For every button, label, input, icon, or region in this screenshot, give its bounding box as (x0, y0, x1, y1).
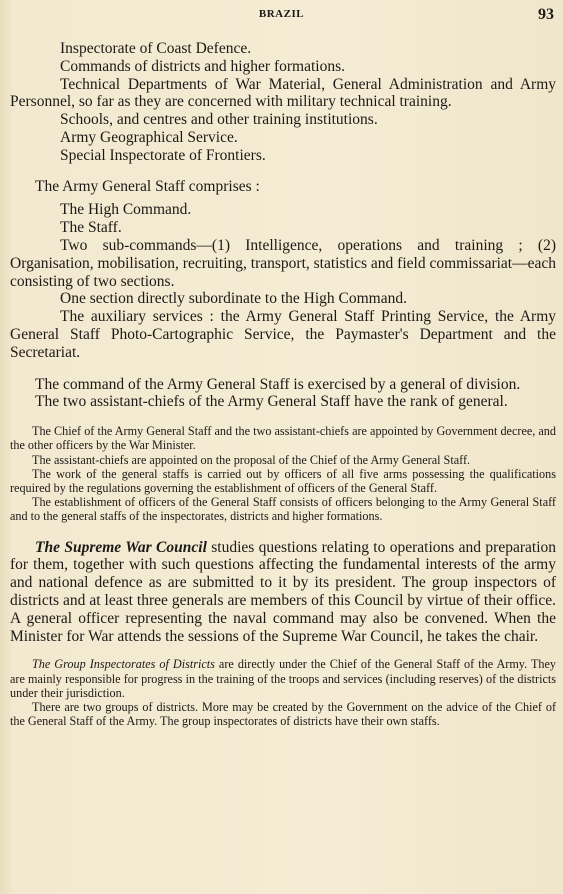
paragraph-group-inspectorates (10, 657, 556, 700)
paragraph-sub-commands: Two sub-commands—(1) Intelligence, operations and training ; (2) Organisation, mobilisation, recruiting, transport, statistics and field commissariat—each consisting of two sections. (10, 236, 556, 290)
list-item: Inspectorate of Coast Defence. (60, 40, 252, 57)
paragraph-one-section: One section directly subordinate to the High Command. (60, 290, 407, 308)
supreme-war-council-text: studies questions relating to operations and preparation for them, together with such questions affecting the fundamental interests of the army and national defence as are submitted to it by its president. The group inspectors of districts and at least three generals are members of this Council by virtue of their office. A general officer representing the naval command may also be convened. When the Minister for War attends the sessions of the Supreme War Council, he takes the chair. (10, 538, 556, 645)
note-paragraph: The work of the general staffs is carried out by officers of all five arms possessing the qualifications required by the regulations governing the establishment of officers of the General Staff. (10, 466, 556, 495)
paragraph-technical-departments: Technical Departments of War Material, General Administration and Army Personnel, so far as they are concerned with military technical training. (10, 75, 556, 111)
list-item: Army Geographical Service. (60, 128, 238, 146)
note-paragraph: The assistant-chiefs are appointed on the proposal of the Chief of the Army General Staff. (32, 452, 471, 467)
list-item: The Staff. (60, 219, 122, 237)
paragraph-command: The command of the Army General Staff is exercised by a general of division. (35, 375, 521, 393)
paragraph-assistant: The two assistant-chiefs of the Army General Staff have the rank of general. (35, 393, 508, 411)
note-paragraph: The establishment of officers of the General Staff consists of officers belonging to the Army General Staff and to the general staffs of the inspectorates, districts and higher formations. (10, 495, 556, 524)
running-head: BRAZIL (258, 8, 305, 20)
paragraph-auxiliary: The auxiliary services : the Army General Staff Printing Service, the Army General Staff Photo-Cartographic Service, the Paymaster's Department and the Secretariat. (10, 308, 556, 361)
section-heading-supreme-war-council: The Supreme War Council (35, 538, 207, 556)
list-item: The High Command. (60, 201, 192, 219)
section-heading-group-inspectorates: The Group Inspectorates of Districts (32, 657, 215, 672)
paragraph-two-groups: There are two groups of districts. More may be created by the Government on the advice of the Chief of the General Staff of the Army. The group inspectorates of districts have their own staffs. (10, 699, 556, 729)
list-item: Schools, and centres and other training institutions. (60, 111, 378, 129)
paragraph-supreme-war-council (10, 539, 556, 646)
list-item: Commands of districts and higher formations. (60, 57, 345, 75)
page-header (0, 6, 563, 24)
page-body (10, 40, 556, 728)
paragraph-staff-intro: The Army General Staff comprises : (35, 177, 260, 195)
note-paragraph: The Chief of the Army General Staff and the two assistant-chiefs are appointed by Government decree, and the other officers by the War Minister. (10, 424, 556, 453)
list-item: Special Inspectorate of Frontiers. (60, 146, 266, 164)
page-number: 93 (538, 6, 554, 23)
group-inspectorates-text: are directly under the Chief of the General Staff of the Army. They are mainly responsible for progress in the training of the troops and services (including reserves) of the districts under their jurisdiction. (10, 657, 556, 700)
